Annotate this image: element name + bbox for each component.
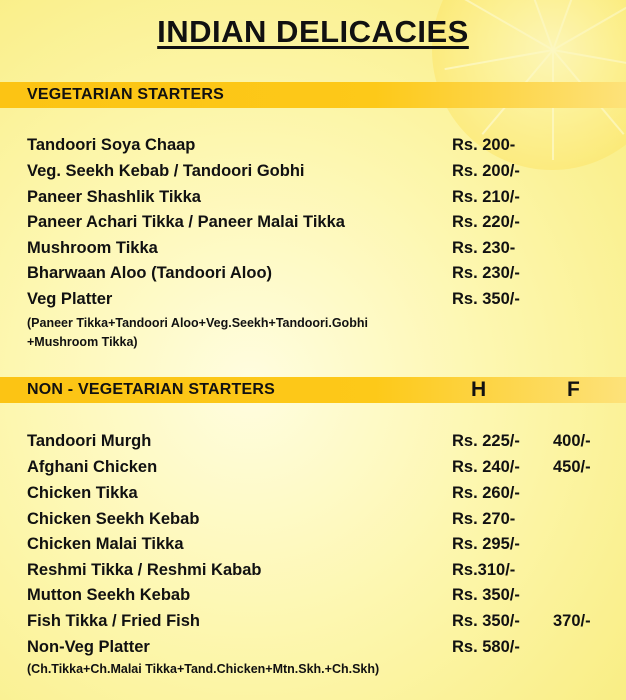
- item-name: Afghani Chicken: [27, 458, 158, 476]
- item-price-half: Rs. 580/-: [452, 638, 520, 656]
- menu-item: [0, 432, 626, 456]
- item-price: Rs. 230-: [452, 239, 516, 257]
- item-price-full: 450/-: [553, 458, 591, 476]
- nonveg-section-title: NON - VEGETARIAN STARTERS: [27, 381, 275, 398]
- item-price-half: Rs. 350/-: [452, 612, 520, 630]
- item-name: Reshmi Tikka / Reshmi Kabab: [27, 561, 262, 579]
- item-name: Veg. Seekh Kebab / Tandoori Gobhi: [27, 162, 305, 180]
- item-price: Rs. 350/-: [452, 290, 520, 308]
- menu-item: [0, 188, 626, 212]
- item-price-half: Rs. 350/-: [452, 586, 520, 604]
- menu-item: [0, 535, 626, 559]
- item-price-full: 370/-: [553, 612, 591, 630]
- item-name: Mutton Seekh Kebab: [27, 586, 191, 604]
- menu-item: [0, 561, 626, 585]
- item-name: Chicken Tikka: [27, 484, 138, 502]
- item-name: Tandoori Murgh: [27, 432, 152, 450]
- item-price-full: 400/-: [553, 432, 591, 450]
- menu-item: [0, 213, 626, 237]
- item-price: Rs. 210/-: [452, 188, 520, 206]
- item-name: Chicken Seekh Kebab: [27, 510, 200, 528]
- menu-item: [0, 136, 626, 160]
- menu-item: [0, 612, 626, 636]
- item-price-half: Rs. 295/-: [452, 535, 520, 553]
- item-name: Fish Tikka / Fried Fish: [27, 612, 200, 630]
- page-title-text: INDIAN DELICACIES: [157, 14, 469, 49]
- menu-item: [0, 458, 626, 482]
- item-price: Rs. 200/-: [452, 162, 520, 180]
- item-name: Chicken Malai Tikka: [27, 535, 184, 553]
- veg-section-title: VEGETARIAN STARTERS: [27, 86, 224, 103]
- item-price-half: Rs.310/-: [452, 561, 516, 579]
- full-column-header: F: [567, 378, 580, 401]
- nonveg-platter-note: (Ch.Tikka+Ch.Malai Tikka+Tand.Chicken+Mtn.Skh.+Ch.Skh): [27, 662, 380, 676]
- item-price: Rs. 220/-: [452, 213, 520, 231]
- veg-section-header: [0, 82, 626, 108]
- item-name: Mushroom Tikka: [27, 239, 158, 257]
- page-title: [0, 14, 626, 50]
- menu-item: [0, 586, 626, 610]
- menu-item: [0, 264, 626, 288]
- menu-item: [0, 290, 626, 314]
- item-name: Paneer Achari Tikka / Paneer Malai Tikka: [27, 213, 345, 231]
- veg-platter-note: (Paneer Tikka+Tandoori Aloo+Veg.Seekh+Tandoori.Gobhi: [27, 316, 368, 330]
- item-name: Tandoori Soya Chaap: [27, 136, 196, 154]
- item-price-half: Rs. 260/-: [452, 484, 520, 502]
- item-price-half: Rs. 270-: [452, 510, 516, 528]
- veg-platter-note-continued: +Mushroom Tikka): [27, 335, 138, 349]
- nonveg-section-header: [0, 377, 626, 403]
- menu-item: [0, 510, 626, 534]
- item-price: Rs. 200-: [452, 136, 516, 154]
- menu-item: [0, 239, 626, 263]
- half-column-header: H: [471, 378, 487, 401]
- item-price-half: Rs. 240/-: [452, 458, 520, 476]
- item-name: Veg Platter: [27, 290, 113, 308]
- menu-item: [0, 162, 626, 186]
- menu-item: [0, 484, 626, 508]
- item-name: Paneer Shashlik Tikka: [27, 188, 201, 206]
- menu-item: [0, 638, 626, 662]
- item-name: Bharwaan Aloo (Tandoori Aloo): [27, 264, 273, 282]
- item-name: Non-Veg Platter: [27, 638, 150, 656]
- item-price: Rs. 230/-: [452, 264, 520, 282]
- item-price-half: Rs. 225/-: [452, 432, 520, 450]
